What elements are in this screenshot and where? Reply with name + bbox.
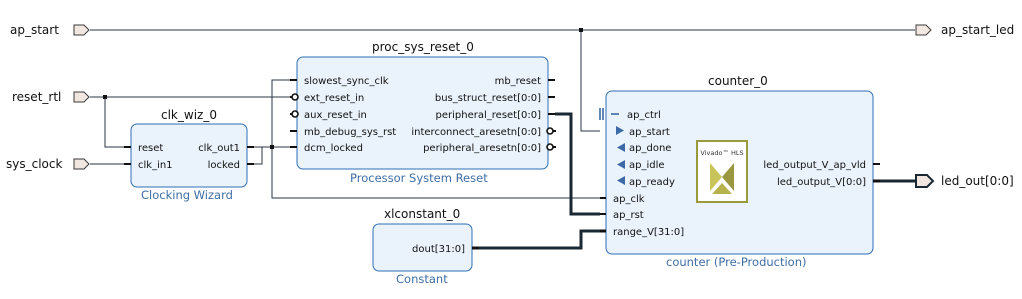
port-label-reset-rtl: reset_rtl: [12, 90, 62, 104]
psr-pin-ext-reset-in: ext_reset_in: [304, 93, 365, 104]
proc-sys-reset-subtitle: Processor System Reset: [350, 171, 488, 185]
counter-pin-ap-rst: ap_rst: [613, 210, 644, 221]
counter-pin-ap-ready: ap_ready: [629, 177, 675, 188]
counter-pin-ap-clk: ap_clk: [613, 194, 645, 205]
net-reset-rtl-branch[interactable]: [105, 97, 124, 147]
net-clk-out1-up[interactable]: [272, 80, 290, 147]
counter-pin-ap-idle: ap_idle: [629, 160, 665, 171]
port-label-sys-clock: sys_clock: [6, 157, 63, 171]
clk-wiz-pin-clk-out1: clk_out1: [198, 143, 240, 154]
counter-pin-range-v: range_V[31:0]: [613, 227, 685, 238]
port-label-ap-start: ap_start: [10, 23, 59, 37]
psr-pin-dcm-locked: dcm_locked: [304, 143, 363, 154]
psr-pin-slowest-sync-clk: slowest_sync_clk: [304, 76, 389, 87]
external-port-reset-rtl[interactable]: [12, 90, 89, 104]
vivado-hls-logo-text: Vivado™ HLS: [700, 149, 744, 157]
clk-wiz-block[interactable]: [124, 108, 254, 202]
counter-pin-led-output-v-ap-vld: led_output_V_ap_vld: [763, 160, 866, 171]
external-port-sys-clock[interactable]: [6, 157, 89, 171]
vivado-hls-logo: [697, 141, 747, 202]
counter-subtitle: counter (Pre-Production): [666, 255, 807, 269]
xlconstant-block[interactable]: [373, 207, 479, 286]
external-port-ap-start-led[interactable]: [916, 23, 1014, 37]
counter-pin-led-output-v: led_output_V[0:0]: [777, 177, 866, 188]
net-peripheral-reset[interactable]: [555, 114, 600, 214]
xlconstant-title: xlconstant_0: [384, 207, 461, 221]
counter-pin-ap-start: ap_start: [629, 127, 670, 138]
psr-pin-mb-debug-sys-rst: mb_debug_sys_rst: [304, 127, 397, 138]
psr-pin-peripheral-reset: peripheral_reset[0:0]: [435, 110, 541, 121]
counter-block[interactable]: [600, 74, 880, 269]
external-port-ap-start[interactable]: [10, 23, 89, 37]
proc-sys-reset-block[interactable]: [290, 40, 556, 185]
xlconstant-pin-dout: dout[31:0]: [412, 244, 465, 255]
port-label-led-out: led_out[0:0]: [941, 174, 1014, 188]
clk-wiz-pin-reset: reset: [138, 143, 164, 154]
counter-pin-ap-done: ap_done: [629, 143, 672, 154]
port-label-ap-start-led: ap_start_led: [941, 23, 1015, 37]
xlconstant-subtitle: Constant: [396, 272, 448, 286]
clk-wiz-pin-locked: locked: [207, 160, 240, 171]
psr-pin-aux-reset-in: aux_reset_in: [304, 110, 367, 121]
psr-pin-mb-reset: mb_reset: [494, 76, 541, 87]
net-ap-start-branch[interactable]: [581, 30, 600, 131]
counter-title: counter_0: [708, 74, 768, 88]
counter-pin-ap-ctrl: ap_ctrl: [627, 110, 661, 121]
psr-pin-peripheral-aresetn: peripheral_aresetn[0:0]: [423, 143, 541, 154]
psr-pin-interconnect-aresetn: interconnect_aresetn[0:0]: [411, 127, 541, 138]
psr-pin-bus-struct-reset: bus_struct_reset[0:0]: [434, 93, 541, 104]
clk-wiz-subtitle: Clocking Wizard: [141, 188, 233, 202]
net-dout[interactable]: [479, 231, 600, 248]
clk-wiz-title: clk_wiz_0: [161, 108, 217, 122]
external-port-led-out[interactable]: [916, 174, 1014, 188]
proc-sys-reset-title: proc_sys_reset_0: [372, 40, 474, 54]
clk-wiz-pin-clk-in1: clk_in1: [138, 160, 173, 171]
